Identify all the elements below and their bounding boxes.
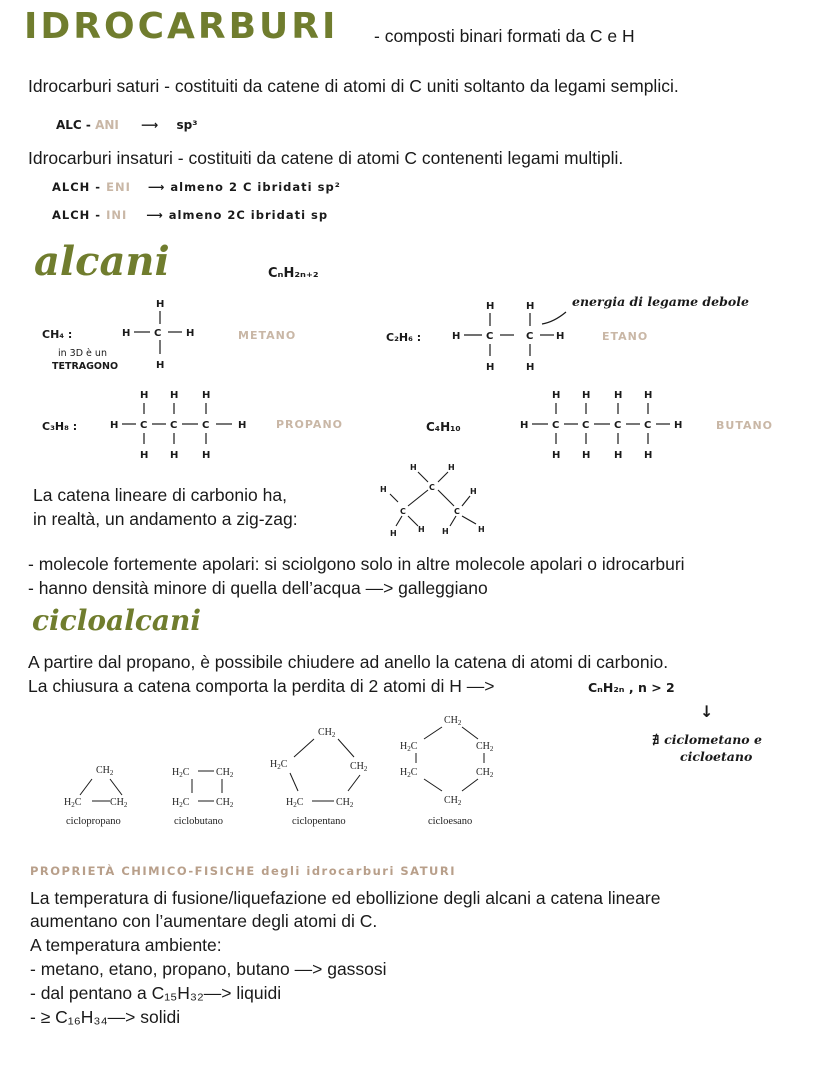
svg-text:H2C: $H_2C$ (172, 767, 190, 779)
cyclopentane-structure (270, 727, 368, 809)
svg-text:C: C (400, 507, 406, 516)
cyclobutane-structure (172, 767, 234, 809)
svg-text:H: H (520, 420, 529, 431)
svg-text:H: H (526, 301, 535, 312)
cicloalcani-heading: cicloalcani (32, 604, 202, 637)
alcani-heading: alcani (34, 238, 170, 285)
no-ciclometano-note-2: cicloetano (680, 749, 753, 764)
zigzag-text-2: in realtà, un andamento a zig-zag: (33, 509, 298, 529)
propane-structure (108, 386, 258, 462)
svg-text:H: H (478, 525, 485, 534)
methane-note-tetragon: TETRAGONO (52, 361, 119, 372)
ethane-name: ETANO (602, 330, 649, 343)
alcani-rule-hybridization: sp³ (176, 118, 198, 132)
proprieta-text-3: A temperatura ambiente: (30, 935, 222, 955)
ethane-structure (450, 298, 570, 374)
methane-name: METANO (238, 329, 297, 342)
svg-text:H: H (170, 450, 179, 461)
ethane-formula: C₂H₆ : (386, 331, 422, 344)
alcheni-rule (52, 180, 341, 194)
svg-text:H: H (486, 301, 495, 312)
svg-text:H: H (110, 420, 119, 431)
svg-text:CH2: $CH_2$ (110, 797, 128, 809)
svg-text:H: H (410, 463, 417, 472)
svg-text:H: H (156, 299, 165, 310)
alchini-rule-note: ⟶ almeno 2C ibridati sp (146, 208, 329, 222)
svg-text:H2C: $H_2C$ (286, 797, 304, 809)
alcani-rule-prefix: ALC - (56, 118, 91, 132)
svg-text:H: H (418, 525, 425, 534)
svg-text:H: H (674, 420, 683, 431)
svg-text:H: H (238, 420, 247, 431)
alcani-rule-suffix: ANI (95, 118, 119, 132)
proprieta-text-5: - dal pentano a C₁₅H₃₂—> liquidi (30, 983, 282, 1003)
ethane-annotation: energia di legame debole (572, 294, 749, 309)
svg-text:H: H (614, 390, 623, 401)
svg-text:CH2: $CH_2$ (318, 727, 336, 739)
alcani-rule (56, 118, 197, 132)
alcheni-rule-note: ⟶ almeno 2 C ibridati sp² (147, 180, 341, 194)
svg-text:H2C: $H_2C$ (270, 759, 288, 771)
label-cicloesano: cicloesano (428, 816, 473, 827)
svg-text:H2C: $H_2C$ (400, 767, 418, 779)
cicloalcani-formula: CₙH₂ₙ , n > 2 (588, 680, 675, 695)
svg-text:H: H (644, 450, 653, 461)
proprieta-heading: PROPRIETÀ CHIMICO-FISICHE degli idrocarburi SATURI (30, 864, 457, 878)
alchini-rule-prefix: ALCH - (52, 208, 102, 222)
page-subtitle: - composti binari formati da C e H (374, 26, 635, 46)
svg-text:H2C: $H_2C$ (400, 741, 418, 753)
svg-text:CH2: $CH_2$ (476, 741, 494, 753)
svg-text:H: H (556, 331, 565, 342)
propane-name: PROPANO (276, 418, 344, 431)
svg-text:CH2: $CH_2$ (444, 715, 462, 727)
propane-formula: C₃H₈ : (42, 420, 78, 433)
svg-text:H2C: $H_2C$ (64, 797, 82, 809)
svg-text:CH2: $CH_2$ (350, 761, 368, 773)
label-ciclobutano: ciclobutano (174, 816, 223, 827)
insaturi-definition: Idrocarburi insaturi - costituiti da catene di atomi C contenenti legami multipli. (28, 148, 624, 168)
svg-text:H: H (122, 328, 131, 339)
alcheni-rule-suffix: ENI (106, 180, 131, 194)
svg-text:C: C (454, 507, 460, 516)
svg-text:H: H (140, 390, 149, 401)
label-ciclopropano: ciclopropano (66, 816, 121, 827)
proprieta-text-1: La temperatura di fusione/liquefazione ed ebollizione degli alcani a catena lineare (30, 888, 661, 908)
svg-text:CH2: $CH_2$ (336, 797, 354, 809)
svg-text:C: C (170, 420, 178, 431)
methane-structure (112, 296, 202, 374)
cyclohexane-structure (400, 715, 494, 807)
butane-name: BUTANO (716, 419, 774, 432)
svg-text:H: H (552, 450, 561, 461)
svg-text:H: H (442, 527, 449, 536)
svg-text:H: H (582, 450, 591, 461)
alchini-rule (52, 208, 328, 222)
svg-text:H: H (486, 362, 495, 373)
svg-text:C: C (202, 420, 210, 431)
cicloalcani-text-1: A partire dal propano, è possibile chiudere ad anello la catena di atomi di carbonio. (28, 652, 669, 672)
alcani-bullet-1: - molecole fortemente apolari: si sciolgono solo in altre molecole apolari o idrocarburi (28, 554, 685, 574)
page-title: IDROCARBURI (24, 6, 339, 47)
proprieta-text-4: - metano, etano, propano, butano —> gassosi (30, 959, 387, 979)
arrow-icon: ⟶ (141, 118, 159, 132)
no-ciclometano-note-1: ∄ ciclometano e (652, 732, 762, 747)
svg-text:H: H (526, 362, 535, 373)
svg-text:H: H (380, 485, 387, 494)
svg-text:H: H (186, 328, 195, 339)
svg-text:C: C (154, 328, 162, 339)
svg-text:H: H (390, 529, 397, 538)
saturi-definition: Idrocarburi saturi - costituiti da catene di atomi di C uniti soltanto da legami semplici. (28, 76, 679, 96)
svg-text:H2C: $H_2C$ (172, 797, 190, 809)
svg-text:C: C (552, 420, 560, 431)
svg-text:CH2: $CH_2$ (444, 795, 462, 807)
svg-text:C: C (582, 420, 590, 431)
svg-text:H: H (582, 390, 591, 401)
down-arrow-icon: ↓ (700, 702, 714, 721)
label-ciclopentano: ciclopentano (292, 816, 346, 827)
butane-formula: C₄H₁₀ (426, 420, 461, 434)
svg-text:C: C (614, 420, 622, 431)
svg-text:CH2: $CH_2$ (216, 767, 234, 779)
svg-text:C: C (644, 420, 652, 431)
zigzag-structure (372, 458, 496, 540)
methane-formula: CH₄ : (42, 328, 73, 341)
svg-text:C: C (140, 420, 148, 431)
proprieta-text-6: - ≥ C₁₆H₃₄—> solidi (30, 1007, 181, 1027)
svg-text:H: H (552, 390, 561, 401)
proprieta-text-2: aumentano con l’aumentare degli atomi di C. (30, 911, 378, 931)
svg-text:CH2: $CH_2$ (96, 765, 114, 777)
butane-structure (516, 386, 692, 462)
zigzag-text-1: La catena lineare di carbonio ha, (33, 485, 287, 505)
svg-text:C: C (526, 331, 534, 342)
alchini-rule-suffix: INI (106, 208, 128, 222)
alcheni-rule-prefix: ALCH - (52, 180, 102, 194)
svg-text:H: H (448, 463, 455, 472)
alcani-general-formula: CₙH₂ₙ₊₂ (268, 266, 319, 281)
svg-text:H: H (140, 450, 149, 461)
svg-text:H: H (156, 360, 165, 371)
svg-text:H: H (644, 390, 653, 401)
alcani-bullet-2: - hanno densità minore di quella dell’acqua —> galleggiano (28, 578, 488, 598)
svg-text:CH2: $CH_2$ (216, 797, 234, 809)
cyclopropane-structure (64, 765, 128, 809)
svg-text:H: H (170, 390, 179, 401)
svg-text:H: H (202, 450, 211, 461)
svg-text:H: H (452, 331, 461, 342)
svg-text:C: C (429, 483, 435, 492)
svg-text:CH2: $CH_2$ (476, 767, 494, 779)
cicloalcani-text-2: La chiusura a catena comporta la perdita di 2 atomi di H —> (28, 676, 495, 696)
methane-note-3d: in 3D è un (58, 348, 107, 359)
svg-text:C: C (486, 331, 494, 342)
svg-text:H: H (202, 390, 211, 401)
svg-text:H: H (614, 450, 623, 461)
svg-text:H: H (470, 487, 477, 496)
